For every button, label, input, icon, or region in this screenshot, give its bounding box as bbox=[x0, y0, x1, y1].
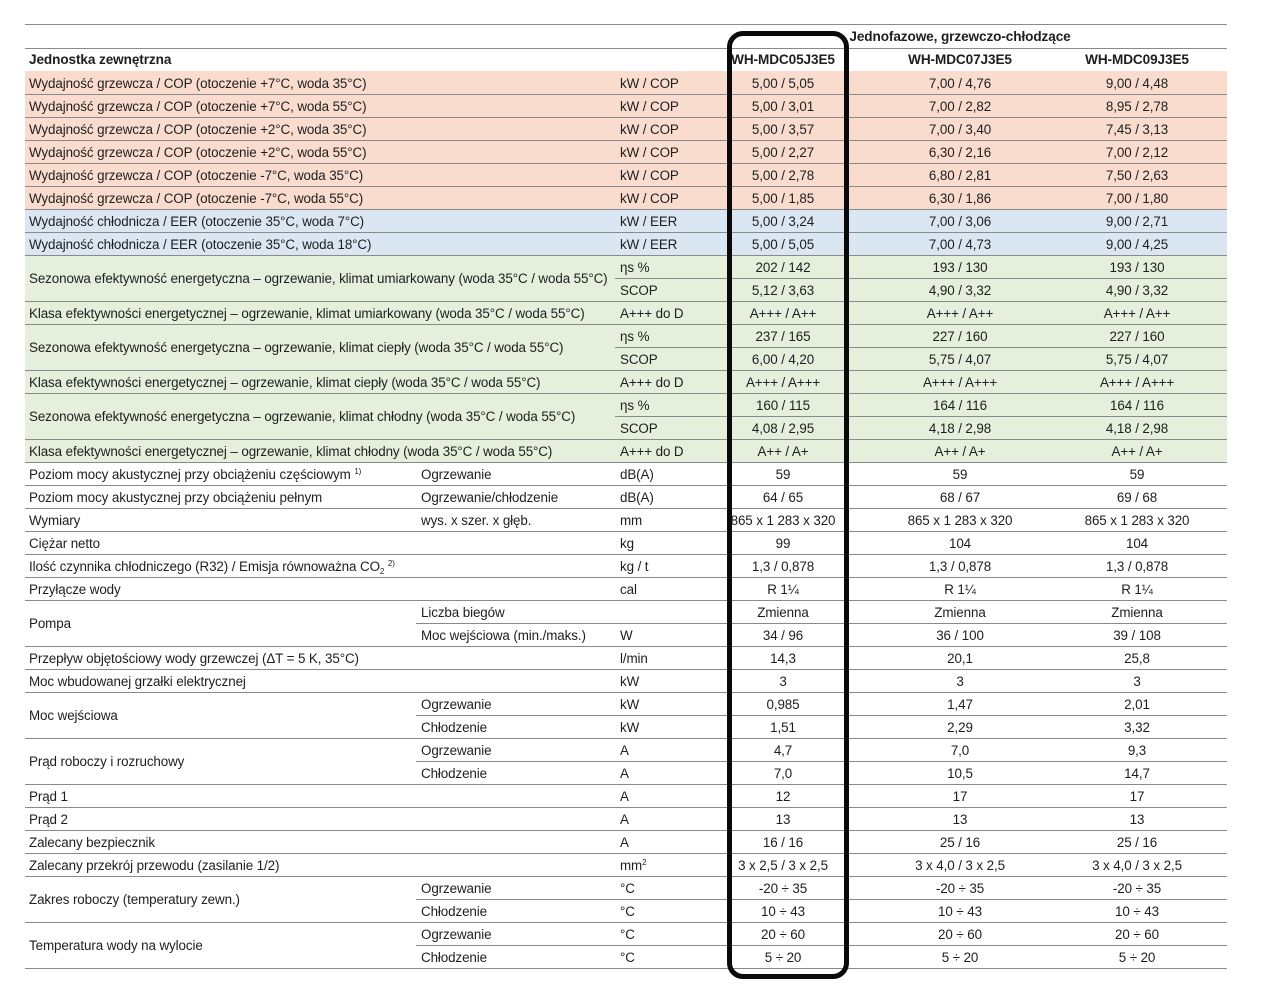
row-sublabel: Ogrzewanie bbox=[421, 926, 492, 942]
row-rule bbox=[25, 692, 1227, 693]
value-cell-model-2: 7,00 / 3,06 bbox=[928, 213, 992, 229]
row-sublabel: Ogrzewanie bbox=[421, 466, 492, 482]
value-cell-model-1: 202 / 142 bbox=[755, 259, 811, 275]
value-cell-model-1: 865 x 1 283 x 320 bbox=[730, 512, 836, 528]
row-unit: A bbox=[620, 834, 629, 850]
value-cell-model-2: 20,1 bbox=[947, 650, 973, 666]
row-rule bbox=[25, 255, 1227, 256]
header-rule bbox=[25, 48, 1227, 49]
value-cell-model-3: R 1¼ bbox=[1121, 581, 1153, 597]
row-label: Zakres roboczy (temperatury zewn.) bbox=[29, 892, 240, 907]
value-cell-model-2: 13 bbox=[952, 811, 968, 827]
value-cell-model-2: 10,5 bbox=[947, 765, 973, 781]
row-unit: A+++ do D bbox=[620, 374, 684, 390]
value-cell-model-2: 7,00 / 4,76 bbox=[928, 75, 992, 91]
header-rule bbox=[25, 24, 1227, 25]
row-rule bbox=[25, 669, 1227, 670]
row-unit: ηs % bbox=[620, 259, 650, 275]
value-cell-model-1: 237 / 165 bbox=[755, 328, 811, 344]
row-unit: cal bbox=[620, 581, 637, 597]
value-cell-model-1: 0,985 bbox=[766, 696, 800, 712]
row-rule bbox=[25, 163, 1227, 164]
row-unit: SCOP bbox=[620, 282, 658, 298]
value-cell-model-1: 5,00 / 3,24 bbox=[751, 213, 815, 229]
row-label: Prąd roboczy i rozruchowy bbox=[29, 754, 185, 769]
row-sublabel: Chłodzenie bbox=[421, 949, 487, 965]
value-cell-model-1: 20 ÷ 60 bbox=[761, 926, 805, 942]
row-sublabel: Ogrzewanie bbox=[421, 742, 492, 758]
row-unit: kW / COP bbox=[620, 144, 679, 160]
value-cell-model-2: 164 / 116 bbox=[933, 397, 987, 413]
row-rule bbox=[25, 853, 1227, 854]
value-cell-model-3: 7,00 / 1,80 bbox=[1105, 190, 1169, 206]
row-unit: kg / t bbox=[620, 558, 649, 574]
row-rule bbox=[25, 600, 1227, 601]
value-cell-model-1: 14,3 bbox=[770, 650, 796, 666]
row-sublabel: Ogrzewanie/chłodzenie bbox=[421, 489, 559, 505]
row-unit: l/min bbox=[620, 650, 648, 666]
value-cell-model-1: -20 ÷ 35 bbox=[758, 880, 808, 896]
value-cell-model-3: 4,90 / 3,32 bbox=[1105, 282, 1169, 298]
row-label: Moc wejściowa bbox=[29, 708, 118, 723]
row-rule bbox=[25, 462, 1227, 463]
row-sublabel: Moc wejściowa (min./maks.) bbox=[421, 627, 586, 643]
value-cell-model-1: 4,7 bbox=[773, 742, 793, 758]
row-rule bbox=[25, 531, 1227, 532]
value-cell-model-1: 5,00 / 1,85 bbox=[751, 190, 815, 206]
value-cell-model-3: 865 x 1 283 x 320 bbox=[1084, 512, 1190, 528]
row-unit: kW bbox=[620, 719, 640, 735]
row-label: Przyłącze wody bbox=[29, 581, 121, 597]
value-cell-model-3: A+++ / A++ bbox=[1103, 305, 1171, 321]
value-cell-model-3: 8,95 / 2,78 bbox=[1105, 98, 1169, 114]
row-rule bbox=[615, 278, 1227, 279]
row-rule bbox=[25, 301, 1227, 302]
value-cell-model-1: 5,00 / 5,05 bbox=[751, 75, 815, 91]
row-unit: °C bbox=[620, 903, 635, 919]
value-cell-model-1: 7,0 bbox=[773, 765, 793, 781]
row-unit: A bbox=[620, 811, 629, 827]
row-label: Poziom mocy akustycznej przy obciążeniu częściowym $^{1)}$ bbox=[29, 466, 362, 482]
value-cell-model-3: A+++ / A+++ bbox=[1099, 374, 1175, 390]
row-rule bbox=[416, 945, 1227, 946]
row-label: Wydajność grzewcza / COP (otoczenie +7°C, woda 35°C) bbox=[29, 75, 367, 91]
value-cell-model-3: 3 x 4,0 / 3 x 2,5 bbox=[1092, 857, 1182, 873]
row-unit: kg bbox=[620, 535, 634, 551]
row-label: Wydajność grzewcza / COP (otoczenie -7°C, woda 35°C) bbox=[29, 167, 364, 183]
row-rule bbox=[25, 807, 1227, 808]
row-unit: kW / COP bbox=[620, 98, 679, 114]
row-rule bbox=[25, 209, 1227, 210]
value-cell-model-1: 5,00 / 2,27 bbox=[751, 144, 815, 160]
row-label: Ilość czynnika chłodniczego (R32) / Emisja równoważna $CO_2$ $^{2)}$ bbox=[29, 558, 395, 576]
value-cell-model-3: 9,00 / 2,71 bbox=[1105, 213, 1169, 229]
value-cell-model-2: 4,90 / 3,32 bbox=[928, 282, 992, 298]
value-cell-model-3: 13 bbox=[1129, 811, 1145, 827]
row-sublabel: Chłodzenie bbox=[421, 719, 487, 735]
row-rule bbox=[25, 439, 1227, 440]
value-cell-model-3: 17 bbox=[1129, 788, 1145, 804]
row-rule bbox=[25, 370, 1227, 371]
footnote-marker: 2) bbox=[387, 558, 395, 568]
row-label: Zalecany przekrój przewodu (zasilanie 1/2) bbox=[29, 857, 280, 873]
value-cell-model-2: 4,18 / 2,98 bbox=[928, 420, 992, 436]
row-unit: dB(A) bbox=[620, 489, 654, 505]
row-unit: °C bbox=[620, 880, 635, 896]
row-unit: mm bbox=[620, 512, 643, 528]
row-unit: A bbox=[620, 765, 629, 781]
row-unit: kW / COP bbox=[620, 167, 679, 183]
value-cell-model-1: 10 ÷ 43 bbox=[761, 903, 805, 919]
row-rule bbox=[25, 738, 1227, 739]
value-cell-model-2: 104 bbox=[948, 535, 972, 551]
row-label: Klasa efektywności energetycznej – ogrzewanie, klimat umiarkowany (woda 35°C / woda 55°C) bbox=[29, 305, 585, 321]
row-label: Temperatura wody na wylocie bbox=[29, 938, 203, 953]
value-cell-model-3: 7,45 / 3,13 bbox=[1105, 121, 1169, 137]
row-unit: kW / EER bbox=[620, 236, 678, 252]
row-unit: kW / COP bbox=[620, 190, 679, 206]
value-cell-model-3: 9,00 / 4,48 bbox=[1105, 75, 1169, 91]
value-cell-model-2: 193 / 130 bbox=[932, 259, 988, 275]
value-cell-model-1: 160 / 115 bbox=[756, 397, 810, 413]
value-cell-model-3: A++ / A+ bbox=[1111, 443, 1163, 459]
value-cell-model-1: R 1¼ bbox=[767, 581, 799, 597]
row-rule bbox=[25, 117, 1227, 118]
row-unit: W bbox=[620, 627, 633, 643]
value-cell-model-1: 12 bbox=[775, 788, 791, 804]
value-cell-model-3: 20 ÷ 60 bbox=[1115, 926, 1159, 942]
row-unit: kW / EER bbox=[620, 213, 678, 229]
value-cell-model-2: 17 bbox=[952, 788, 968, 804]
row-unit: A+++ do D bbox=[620, 305, 684, 321]
value-cell-model-1: 1,3 / 0,878 bbox=[751, 558, 815, 574]
value-cell-model-2: 25 / 16 bbox=[939, 834, 981, 850]
row-sublabel: Chłodzenie bbox=[421, 903, 487, 919]
value-cell-model-3: Zmienna bbox=[1111, 604, 1163, 620]
row-label: Prąd 2 bbox=[29, 811, 68, 827]
value-cell-model-3: 9,3 bbox=[1127, 742, 1147, 758]
row-sublabel: Liczba biegów bbox=[421, 604, 505, 620]
row-rule bbox=[25, 646, 1227, 647]
unit-superscript: 2 bbox=[642, 857, 647, 867]
value-cell-model-1: 5,00 / 5,05 bbox=[751, 236, 815, 252]
value-cell-model-1: A++ / A+ bbox=[757, 443, 809, 459]
model-header-1: WH-MDC05J3E5 bbox=[731, 52, 835, 67]
value-cell-model-3: 25,8 bbox=[1124, 650, 1150, 666]
row-rule bbox=[25, 577, 1227, 578]
value-cell-model-3: -20 ÷ 35 bbox=[1112, 880, 1162, 896]
value-cell-model-2: 6,30 / 2,16 bbox=[928, 144, 992, 160]
value-cell-model-1: 3 x 2,5 / 3 x 2,5 bbox=[738, 857, 828, 873]
value-cell-model-2: 1,3 / 0,878 bbox=[928, 558, 992, 574]
value-cell-model-2: 7,00 / 4,73 bbox=[928, 236, 992, 252]
row-sublabel: Ogrzewanie bbox=[421, 696, 492, 712]
value-cell-model-2: 36 / 100 bbox=[936, 627, 984, 643]
value-cell-model-3: 3,32 bbox=[1124, 719, 1150, 735]
row-unit: kW / COP bbox=[620, 121, 679, 137]
value-cell-model-2: 59 bbox=[952, 466, 968, 482]
row-label: Wydajność grzewcza / COP (otoczenie -7°C, woda 55°C) bbox=[29, 190, 364, 206]
value-cell-model-2: 7,0 bbox=[950, 742, 970, 758]
value-cell-model-1: 5 ÷ 20 bbox=[764, 949, 802, 965]
row-unit: ηs % bbox=[620, 397, 650, 413]
row-rule bbox=[25, 876, 1227, 877]
row-label: Przepływ objętościowy wody grzewczej (ΔT = 5 K, 35°C) bbox=[29, 650, 359, 666]
value-cell-model-2: 2,29 bbox=[947, 719, 973, 735]
footnote-marker: 1) bbox=[354, 466, 362, 476]
row-label: Wydajność chłodnicza / EER (otoczenie 35°C, woda 18°C) bbox=[29, 236, 372, 252]
row-label: Wymiary bbox=[29, 512, 81, 528]
value-cell-model-2: 20 ÷ 60 bbox=[938, 926, 982, 942]
row-label: Wydajność grzewcza / COP (otoczenie +2°C, woda 35°C) bbox=[29, 121, 367, 137]
row-unit: dB(A) bbox=[620, 466, 654, 482]
row-label: Prąd 1 bbox=[29, 788, 68, 804]
value-cell-model-1: 5,12 / 3,63 bbox=[751, 282, 815, 298]
value-cell-model-3: 10 ÷ 43 bbox=[1115, 903, 1159, 919]
value-cell-model-2: 865 x 1 283 x 320 bbox=[907, 512, 1013, 528]
row-unit: A bbox=[620, 742, 629, 758]
value-cell-model-3: 5 ÷ 20 bbox=[1118, 949, 1156, 965]
row-rule bbox=[25, 784, 1227, 785]
row-rule bbox=[25, 922, 1227, 923]
value-cell-model-2: 5,75 / 4,07 bbox=[928, 351, 992, 367]
row-unit: kW bbox=[620, 673, 640, 689]
row-rule bbox=[416, 899, 1227, 900]
value-cell-model-2: 7,00 / 2,82 bbox=[928, 98, 992, 114]
row-rule bbox=[615, 347, 1227, 348]
value-cell-model-2: 68 / 67 bbox=[939, 489, 981, 505]
value-cell-model-3: 1,3 / 0,878 bbox=[1105, 558, 1169, 574]
value-cell-model-1: 13 bbox=[775, 811, 791, 827]
value-cell-model-3: 25 / 16 bbox=[1116, 834, 1158, 850]
row-rule bbox=[25, 186, 1227, 187]
row-label: Klasa efektywności energetycznej – ogrzewanie, klimat chłodny (woda 35°C / woda 55°C) bbox=[29, 443, 553, 459]
value-cell-model-2: A+++ / A++ bbox=[926, 305, 994, 321]
label-subscript: 2 bbox=[379, 566, 385, 576]
value-cell-model-3: 164 / 116 bbox=[1110, 397, 1164, 413]
value-cell-model-1: 34 / 96 bbox=[762, 627, 804, 643]
row-label: Wydajność grzewcza / COP (otoczenie +7°C, woda 55°C) bbox=[29, 98, 367, 114]
row-label: Moc wbudowanej grzałki elektrycznej bbox=[29, 673, 246, 689]
value-cell-model-2: 1,47 bbox=[947, 696, 973, 712]
model-header-2: WH-MDC07J3E5 bbox=[908, 52, 1012, 67]
row-rule bbox=[25, 830, 1227, 831]
row-label: Sezonowa efektywność energetyczna – ogrzewanie, klimat chłodny (woda 35°C / woda 55°C) bbox=[29, 409, 576, 424]
row-rule bbox=[25, 554, 1227, 555]
row-rule bbox=[25, 324, 1227, 325]
value-cell-model-1: 99 bbox=[775, 535, 791, 551]
value-cell-model-1: Zmienna bbox=[757, 604, 809, 620]
value-cell-model-2: R 1¼ bbox=[944, 581, 976, 597]
row-unit: SCOP bbox=[620, 420, 658, 436]
value-cell-model-3: 39 / 108 bbox=[1113, 627, 1161, 643]
value-cell-model-2: -20 ÷ 35 bbox=[935, 880, 985, 896]
value-cell-model-1: 4,08 / 2,95 bbox=[751, 420, 815, 436]
value-cell-model-3: 104 bbox=[1125, 535, 1149, 551]
value-cell-model-3: 4,18 / 2,98 bbox=[1105, 420, 1169, 436]
value-cell-model-1: 6,00 / 4,20 bbox=[751, 351, 815, 367]
group-header: Jednofazowe, grzewczo-chłodzące bbox=[849, 29, 1071, 44]
value-cell-model-2: Zmienna bbox=[934, 604, 986, 620]
row-label: Poziom mocy akustycznej przy obciążeniu pełnym bbox=[29, 489, 323, 505]
row-unit: A bbox=[620, 788, 629, 804]
value-cell-model-2: 6,80 / 2,81 bbox=[928, 167, 992, 183]
value-cell-model-1: 64 / 65 bbox=[762, 489, 804, 505]
row-rule bbox=[25, 232, 1227, 233]
value-cell-model-1: 5,00 / 3,01 bbox=[751, 98, 815, 114]
row-label: Ciężar netto bbox=[29, 535, 100, 551]
unit-header: Jednostka zewnętrzna bbox=[29, 52, 172, 67]
row-rule bbox=[416, 715, 1227, 716]
row-unit: A+++ do D bbox=[620, 443, 684, 459]
value-cell-model-2: 227 / 160 bbox=[932, 328, 988, 344]
row-sublabel: Ogrzewanie bbox=[421, 880, 492, 896]
row-label: Sezonowa efektywność energetyczna – ogrzewanie, klimat ciepły (woda 35°C / woda 55°C) bbox=[29, 340, 564, 355]
value-cell-model-1: 1,51 bbox=[770, 719, 796, 735]
row-label: Klasa efektywności energetycznej – ogrzewanie, klimat ciepły (woda 35°C / woda 55°C) bbox=[29, 374, 541, 390]
row-sublabel: Chłodzenie bbox=[421, 765, 487, 781]
value-cell-model-3: 7,50 / 2,63 bbox=[1105, 167, 1169, 183]
row-label: Wydajność chłodnicza / EER (otoczenie 35°C, woda 7°C) bbox=[29, 213, 365, 229]
row-unit: kW bbox=[620, 696, 640, 712]
row-rule bbox=[25, 968, 1227, 969]
row-label: Wydajność grzewcza / COP (otoczenie +2°C, woda 55°C) bbox=[29, 144, 367, 160]
value-cell-model-3: 193 / 130 bbox=[1109, 259, 1165, 275]
value-cell-model-3: 5,75 / 4,07 bbox=[1105, 351, 1169, 367]
row-rule bbox=[25, 508, 1227, 509]
value-cell-model-3: 7,00 / 2,12 bbox=[1105, 144, 1169, 160]
value-cell-model-3: 227 / 160 bbox=[1109, 328, 1165, 344]
value-cell-model-2: 10 ÷ 43 bbox=[938, 903, 982, 919]
row-rule bbox=[25, 485, 1227, 486]
value-cell-model-2: 7,00 / 3,40 bbox=[928, 121, 992, 137]
value-cell-model-2: 5 ÷ 20 bbox=[941, 949, 979, 965]
value-cell-model-1: 5,00 / 2,78 bbox=[751, 167, 815, 183]
model-header-3: WH-MDC09J3E5 bbox=[1085, 52, 1189, 67]
value-cell-model-1: 16 / 16 bbox=[762, 834, 804, 850]
row-unit: kW / COP bbox=[620, 75, 679, 91]
row-rule bbox=[25, 94, 1227, 95]
row-sublabel: wys. x szer. x głęb. bbox=[421, 512, 532, 528]
row-rule bbox=[615, 416, 1227, 417]
value-cell-model-1: 3 bbox=[779, 673, 787, 689]
row-label: Sezonowa efektywność energetyczna – ogrzewanie, klimat umiarkowany (woda 35°C / woda 55°C) bbox=[29, 271, 608, 286]
value-cell-model-2: 3 x 4,0 / 3 x 2,5 bbox=[915, 857, 1005, 873]
value-cell-model-1: A+++ / A+++ bbox=[745, 374, 821, 390]
value-cell-model-2: A++ / A+ bbox=[934, 443, 986, 459]
row-label: Zalecany bezpiecznik bbox=[29, 834, 156, 850]
row-unit: $mm^2$ bbox=[620, 857, 647, 873]
value-cell-model-2: A+++ / A+++ bbox=[922, 374, 998, 390]
row-rule bbox=[416, 761, 1227, 762]
value-cell-model-1: 5,00 / 3,57 bbox=[751, 121, 815, 137]
value-cell-model-1: A+++ / A++ bbox=[749, 305, 817, 321]
value-cell-model-2: 3 bbox=[956, 673, 964, 689]
row-unit: ηs % bbox=[620, 328, 650, 344]
row-rule bbox=[416, 623, 1227, 624]
value-cell-model-3: 3 bbox=[1133, 673, 1141, 689]
row-rule bbox=[25, 393, 1227, 394]
row-label: Pompa bbox=[29, 616, 71, 631]
value-cell-model-3: 69 / 68 bbox=[1116, 489, 1158, 505]
value-cell-model-3: 2,01 bbox=[1124, 696, 1150, 712]
row-rule bbox=[25, 140, 1227, 141]
value-cell-model-1: 59 bbox=[775, 466, 791, 482]
value-cell-model-3: 14,7 bbox=[1124, 765, 1150, 781]
row-unit: °C bbox=[620, 926, 635, 942]
value-cell-model-2: 6,30 / 1,86 bbox=[928, 190, 992, 206]
value-cell-model-3: 9,00 / 4,25 bbox=[1105, 236, 1169, 252]
row-unit: SCOP bbox=[620, 351, 658, 367]
row-unit: °C bbox=[620, 949, 635, 965]
value-cell-model-3: 59 bbox=[1129, 466, 1145, 482]
